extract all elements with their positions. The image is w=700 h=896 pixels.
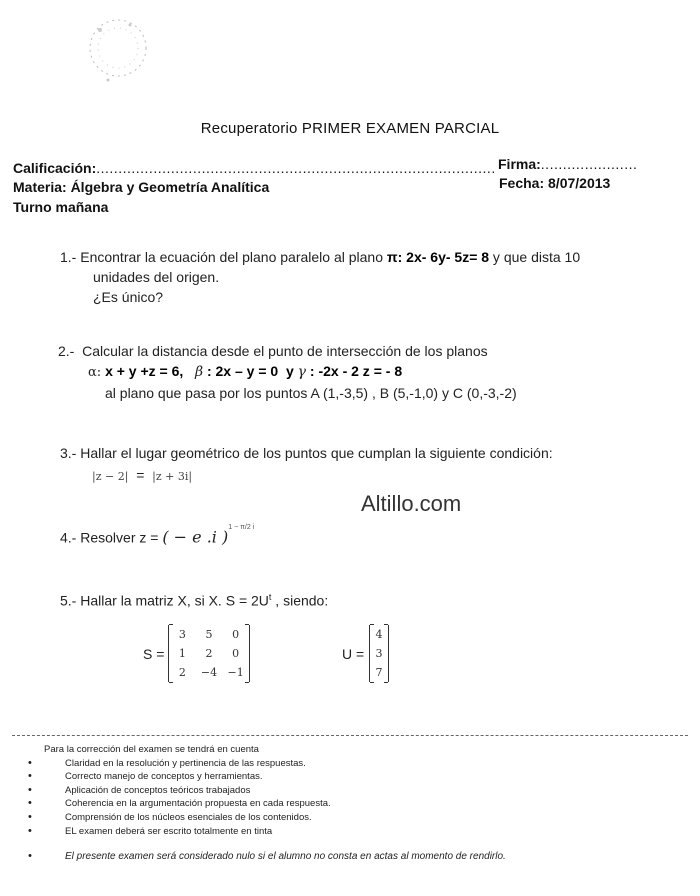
question-1-plane: π: 2x- 6y- 5z= 8: [386, 249, 490, 265]
question-1-line-2: unidades del origen.: [93, 269, 220, 285]
criteria-item: • Coherencia en la argumentación propuesta en cada respuesta.: [0, 797, 684, 811]
matrix-cell: 5: [205, 628, 213, 641]
criteria-item: • Aplicación de conceptos teóricos trabajados: [0, 784, 684, 798]
matrix-u-label: U =: [342, 646, 365, 662]
gamma-equation: : -2x - 2 z = - 8: [309, 363, 403, 379]
faded-seal: [70, 10, 165, 90]
dashed-separator: [12, 735, 688, 736]
matrix-cell: 2: [178, 666, 186, 679]
question-3-text: Hallar el lugar geométrico de los puntos que cumplan la siguiente condición:: [80, 445, 553, 461]
matrix-s-label: S =: [143, 646, 165, 662]
question-1-number: 1.-: [60, 249, 77, 265]
firma-line: [498, 156, 637, 172]
matrix-u-row: [370, 625, 388, 644]
matrix-cell: −4: [200, 666, 218, 679]
question-4-number: 4.-: [60, 529, 77, 546]
alpha-equation: x + y +z = 6,: [105, 363, 184, 379]
question-4-text: Resolver z =: [80, 529, 159, 546]
question-5-text: Hallar la matriz X, si X. S = 2U: [80, 592, 269, 609]
question-4-base: ( − e .i ): [162, 527, 229, 547]
criteria-item: • Correcto manejo de conceptos y herramientas.: [0, 770, 684, 784]
turno-line: Turno mañana: [13, 199, 109, 215]
question-3-line-1: [60, 443, 680, 463]
question-3: [60, 443, 680, 487]
question-2-line-3: al plano que pasa por los puntos A (1,-3,5) , B (5,-1,0) y C (0,-3,-2): [105, 385, 517, 401]
calificacion-dots: ...........................................................................................: [96, 160, 496, 176]
matrix-s-row: [169, 663, 249, 682]
materia-line: Materia: Álgebra y Geometría Analítica: [13, 179, 270, 195]
condition-right: |z + 3i|: [152, 470, 193, 483]
matrix-cell: 2: [205, 647, 213, 660]
calificacion-label: Calificación:: [13, 160, 97, 176]
question-1: [60, 247, 680, 307]
matrix-cell: 3: [178, 628, 186, 641]
question-3-number: 3.-: [60, 445, 77, 461]
question-1-text-a: Encontrar la ecuación del plano paralelo al plano: [80, 249, 387, 265]
criteria-final-note: • El presente examen será considerado nulo si el alumno no consta en actas al momento de rendirlo.: [0, 850, 684, 864]
question-2-line-1: [58, 341, 678, 361]
question-2-planes: [58, 361, 678, 383]
condition-left: |z − 2|: [92, 470, 129, 483]
alpha-symbol: α:: [88, 365, 102, 380]
question-1-line-3: ¿Es único?: [93, 289, 164, 305]
matrix-cell: 7: [375, 666, 383, 679]
question-5-text-b: , siendo:: [271, 592, 329, 609]
firma-label: Firma:: [498, 156, 541, 172]
question-2-text: Calcular la distancia desde el punto de intersección de los planos: [82, 343, 488, 359]
matrix-s-row: [169, 625, 249, 644]
beta-symbol: β: [194, 364, 204, 380]
condition-equals: =: [136, 467, 145, 483]
matrix-u-row: [370, 644, 388, 663]
matrix-cell: 0: [232, 647, 240, 660]
matrix-cell: −1: [227, 666, 244, 679]
firma-dots: ......................: [540, 156, 638, 172]
y-word: y: [285, 363, 294, 379]
question-5-transpose: t: [268, 592, 272, 602]
gamma-symbol: γ: [297, 364, 307, 380]
criteria-item: • Comprensión de los núcleos esenciales de los contenidos.: [0, 811, 684, 825]
matrix-cell: 4: [375, 628, 383, 641]
question-1-text-b: y que dista 10: [489, 249, 581, 265]
matrix-u: [369, 625, 389, 682]
watermark-text: Altillo.com: [361, 491, 462, 516]
matrix-u-row: [370, 663, 388, 682]
criteria-item: • Claridad en la resolución y pertinencia de las respuestas.: [0, 757, 684, 771]
question-4: [60, 526, 254, 548]
question-1-line-1: [60, 247, 680, 267]
matrix-cell: 3: [375, 647, 383, 660]
beta-equation: : 2x – y = 0: [206, 363, 279, 379]
matrix-s-row: [169, 644, 249, 663]
calificacion-line: [13, 160, 503, 176]
question-2: [58, 341, 678, 403]
correction-criteria: [44, 743, 684, 864]
matrix-cell: 1: [178, 647, 186, 660]
matrix-s: [168, 625, 250, 682]
question-5: [60, 587, 328, 611]
question-4-exponent: 1 − π/2 i: [228, 524, 255, 531]
criteria-list: [0, 757, 684, 864]
fecha-line: Fecha: 8/07/2013: [499, 175, 611, 191]
question-2-number: 2.-: [58, 343, 75, 359]
question-5-number: 5.-: [60, 592, 77, 609]
exam-title: Recuperatorio PRIMER EXAMEN PARCIAL: [200, 120, 500, 137]
criteria-intro: Para la corrección del examen se tendrá en cuenta: [44, 744, 259, 755]
question-3-condition: [60, 465, 680, 487]
matrix-cell: 0: [232, 628, 240, 641]
criteria-item: • EL examen deberá ser escrito totalmente en tinta: [0, 825, 684, 839]
